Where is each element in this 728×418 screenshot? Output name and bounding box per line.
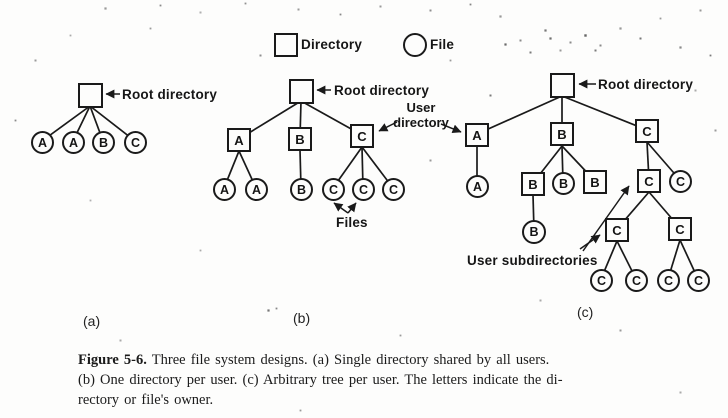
file-node-c-CR1: C — [657, 269, 680, 292]
dir-node-b-A: A — [227, 128, 251, 152]
file-node-c-CL2: C — [625, 269, 648, 292]
file-node-c-B2: B — [522, 220, 546, 244]
file-node-c-B: B — [552, 172, 575, 195]
dir-node-c-C-sub: C — [637, 169, 661, 193]
dir-node-c-C-subright: C — [668, 217, 692, 241]
legend-directory-icon — [274, 33, 298, 57]
caption-line-2: (b) One directory per user. (c) Arbitrary tree per user. The letters indicate the di- — [78, 372, 563, 388]
files-label: Files — [336, 215, 368, 230]
file-node-a-A1: A — [31, 131, 54, 154]
legend-file-icon — [403, 33, 427, 57]
tree-edges-diagram-a — [42, 106, 135, 141]
files-arrow-left — [334, 203, 348, 213]
file-node-a-B: B — [92, 131, 115, 154]
caption-line-3: rectory or file's owner. — [78, 392, 214, 408]
panel-label-c: (c) — [577, 304, 594, 320]
file-node-a-A2: A — [62, 131, 85, 154]
dir-node-c-root — [550, 73, 575, 98]
file-node-c-CR2: C — [687, 269, 710, 292]
root-directory-label-b: Root directory — [334, 83, 430, 98]
dir-node-c-C-subleft: C — [605, 218, 629, 242]
dir-node-b-B: B — [288, 127, 312, 151]
file-node-b-B1: B — [290, 178, 313, 201]
file-node-b-A2: A — [245, 178, 268, 201]
dir-node-c-C: C — [635, 119, 659, 143]
user-directory-label-line1: User — [406, 100, 436, 115]
dir-node-b-root — [289, 79, 314, 104]
figure-number: Figure 5-6. — [78, 352, 147, 368]
dir-node-c-A: A — [465, 123, 489, 147]
caption-line-1-text: Three file system designs. (a) Single directory shared by all users. — [151, 352, 550, 368]
caption-line-1 — [78, 350, 570, 370]
file-node-b-C3: C — [382, 178, 405, 201]
dir-node-c-B-sub2: B — [583, 170, 607, 194]
figure-caption — [78, 350, 570, 410]
file-node-c-A: A — [466, 175, 489, 198]
dir-node-c-B: B — [550, 122, 574, 146]
dir-node-a-root — [78, 83, 103, 108]
panel-label-a: (a) — [83, 313, 101, 329]
file-node-a-C: C — [124, 131, 147, 154]
dir-node-c-B-sub1: B — [521, 172, 545, 196]
user-directory-label-line2: directory — [393, 114, 449, 130]
user-subdirectories-arrow-lower — [580, 235, 600, 249]
legend-file-label: File — [430, 37, 455, 52]
file-node-c-CL1: C — [590, 269, 613, 292]
files-arrow-right — [348, 203, 356, 213]
legend-directory-label: Directory — [301, 37, 363, 52]
file-node-b-A1: A — [213, 178, 236, 201]
root-directory-label-a: Root directory — [122, 87, 218, 102]
file-node-c-C: C — [669, 170, 692, 193]
file-node-b-C2: C — [352, 178, 375, 201]
user-directory-label — [392, 101, 450, 130]
root-directory-label-c: Root directory — [598, 77, 694, 92]
dir-node-b-C: C — [350, 124, 374, 148]
user-subdirectories-label: User subdirectories — [467, 253, 598, 268]
panel-label-b: (b) — [293, 310, 311, 326]
file-node-b-C1: C — [322, 178, 345, 201]
